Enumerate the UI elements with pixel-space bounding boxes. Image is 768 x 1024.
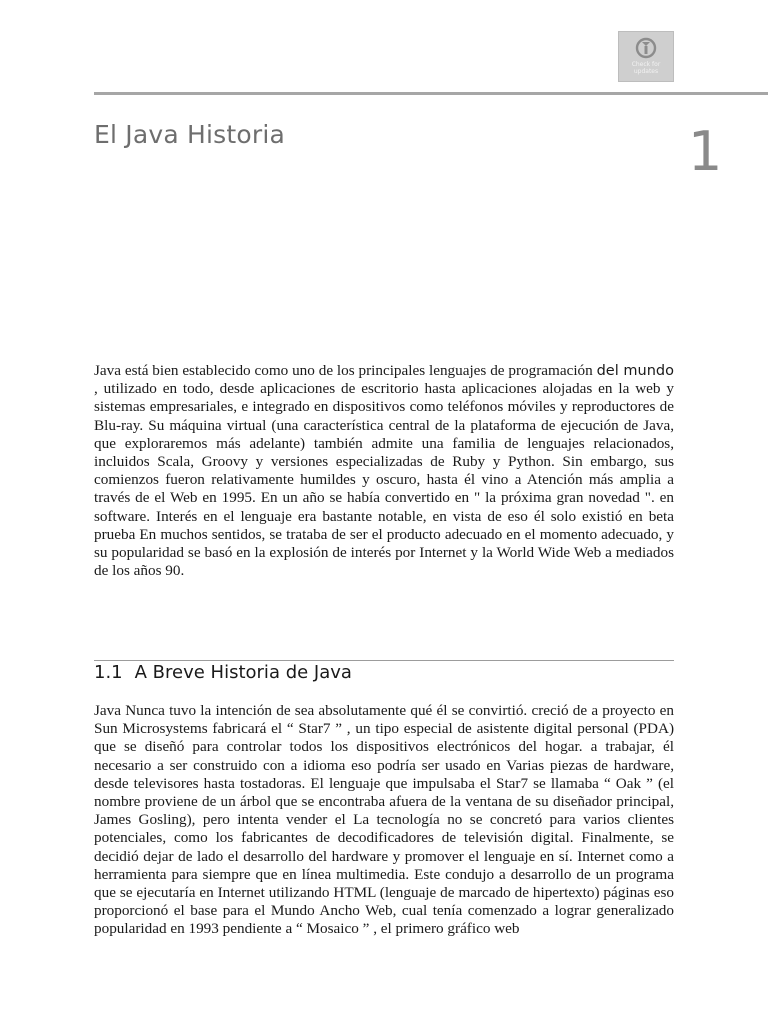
- top-rule: [94, 92, 768, 95]
- intro-paragraph: [94, 362, 674, 580]
- section-number: 1.1: [94, 662, 123, 683]
- section-title: A Breve Historia de Java: [134, 662, 352, 683]
- intro-lead: Java está bien establecido como uno de los principales lenguajes de programación: [94, 362, 593, 379]
- check-for-updates-icon: [635, 37, 657, 59]
- chapter-title: El Java Historia: [94, 120, 286, 149]
- intro-sans-phrase: del mundo: [596, 363, 674, 379]
- section-heading: [94, 661, 352, 685]
- intro-rest: , utilizado en todo, desde aplicaciones de escritorio hasta aplicaciones alojadas en la web y sistemas empresariales, e integrado en dispositivos como teléfonos móviles y reproductores de Blu-ray. Su máquina virtual (una característica central de la plataforma de ejecución de Java, que exploraremos más adelante) también admite una familia de lenguajes relacionados, incluidos Scala, Groovy y versiones especializadas de Ruby y Python. Sin embargo, sus comienzos fueron relativamente humildes y oscuro, hasta él vino a Atención más amplia a través de el Web en 1995. En un año se había convertido en " la próxima gran novedad ". en software. Interés en el lenguaje era bastante notable, en vista de eso él solo existió en beta prueba En muchos sentidos, se trataba de ser el producto adecuado en el momento adecuado, y su popularidad se basó en la explosión de interés por Internet y la World Wide Web a mediados de los años 90.: [94, 380, 674, 580]
- check-for-updates-badge[interactable]: [618, 31, 674, 82]
- chapter-number: 1: [688, 120, 723, 183]
- section-body-paragraph: Java Nunca tuvo la intención de sea absolutamente qué él se convirtió. creció de a proyecto en Sun Microsystems fabricará el “ Star7 ” , un tipo especial de asistente digital personal (PDA) que se diseñó para controlar todos los dispositivos electrónicos del hogar. a trabajar, él necesario a ser construido con a idioma eso podría ser usado en Varias piezas de hardware, desde televisores hasta tostadoras. El lenguaje que impulsaba el Star7 se llamaba “ Oak ” (el nombre proviene de un árbol que se encontraba afuera de la ventana de su diseñador principal, James Gosling), pero intenta vender el La tecnología no se concretó para varios clientes potenciales, como los fabricantes de decodificadores de televisión digital. Finalmente, se decidió dejar de lado el desarrollo del hardware y promover el lenguaje en sí. Internet como a herramienta para siempre que en línea multimedia. Este condujo a desarrollo de un programa que se ejecutaría en Internet utilizando HTML (lenguaje de marcado de hipertexto) páginas eso proporcionó el base para el Mundo Ancho Web, cual tenía comenzado a lograr generalizado popularidad en 1993 pendiente a “ Mosaico ” , el primero gráfico web: [94, 702, 674, 938]
- check-for-updates-label: Check for updates: [631, 61, 661, 75]
